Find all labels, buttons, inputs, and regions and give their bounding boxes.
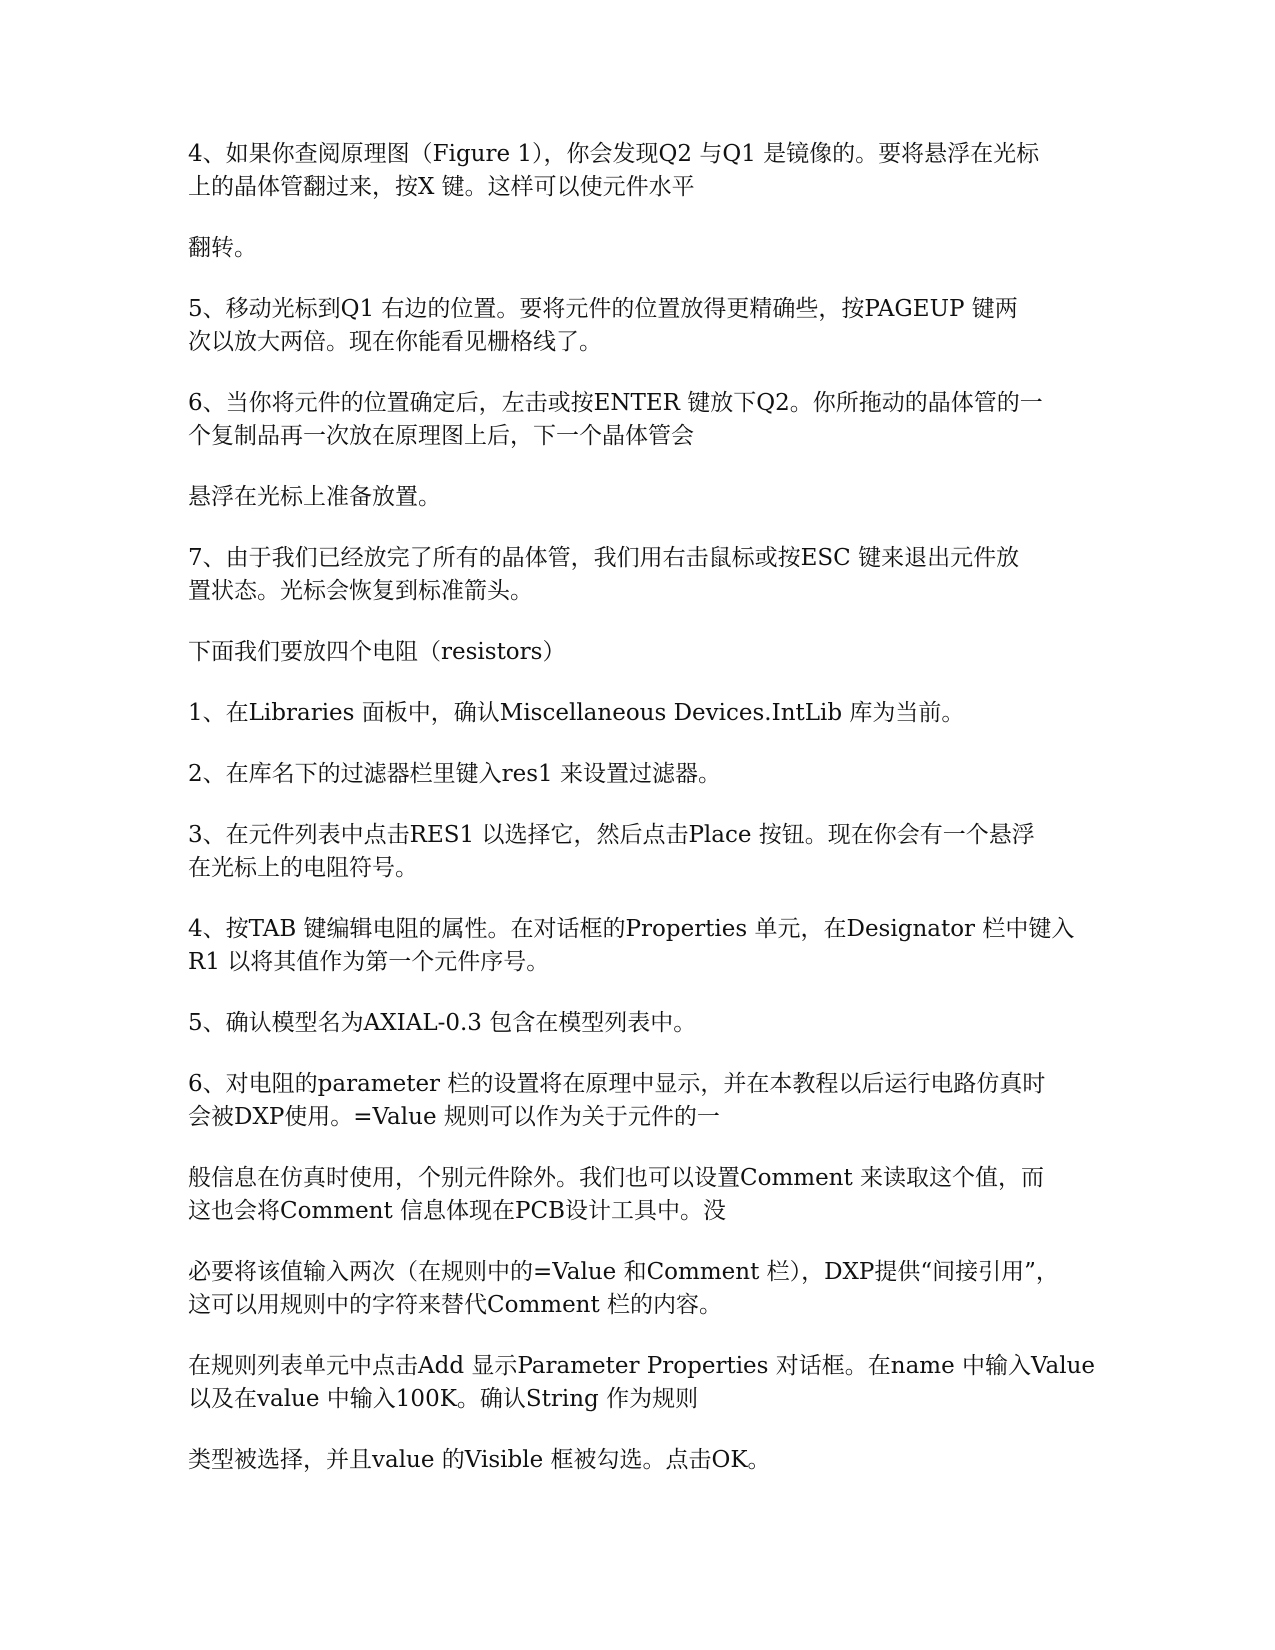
text-line: 般信息在仿真时使用，个别元件除外。我们也可以设置Comment 来读取这个值，而 [188, 1165, 1045, 1191]
paragraph-float-continued [188, 481, 1093, 514]
text-line: 以及在value 中输入100K。确认String 作为规则 [188, 1386, 699, 1412]
text-line: 2、在库名下的过滤器栏里键入res1 来设置过滤器。 [188, 761, 721, 787]
paragraph-resistor-step-2 [188, 758, 1093, 791]
text-line: 会被DXP使用。=Value 规则可以作为关于元件的一 [188, 1104, 720, 1130]
text-line: 这也会将Comment 信息体现在PCB设计工具中。没 [188, 1198, 727, 1224]
paragraph-step-5-move [188, 293, 1093, 359]
text-line: 在规则列表单元中点击Add 显示Parameter Properties 对话框。在name 中输入Value [188, 1353, 1096, 1379]
text-line: 这可以用规则中的字符来替代Comment 栏的内容。 [188, 1292, 723, 1318]
document-body [188, 138, 1096, 1505]
paragraph-comment-info [188, 1162, 1093, 1228]
text-line: 类型被选择，并且value 的Visible 框被勾选。点击OK。 [188, 1447, 771, 1473]
text-line: 次以放大两倍。现在你能看见栅格线了。 [188, 329, 602, 355]
paragraph-parameter-properties [188, 1350, 1096, 1416]
paragraph-resistor-step-4 [188, 913, 1093, 979]
paragraph-flip-continued [188, 232, 1093, 265]
paragraph-step-6-place [188, 387, 1093, 453]
text-line: 在光标上的电阻符号。 [188, 855, 418, 881]
text-line: 必要将该值输入两次（在规则中的=Value 和Comment 栏），DXP提供“间接引用”， [188, 1259, 1059, 1285]
paragraph-click-ok [188, 1444, 1093, 1477]
paragraph-step-7-exit [188, 542, 1093, 608]
text-line: 6、当你将元件的位置确定后，左击或按ENTER 键放下Q2。你所拖动的晶体管的一 [188, 390, 1043, 416]
text-line: 1、在Libraries 面板中，确认Miscellaneous Devices.IntLib 库为当前。 [188, 700, 965, 726]
text-line: 上的晶体管翻过来，按X 键。这样可以使元件水平 [188, 174, 695, 200]
text-line: 4、如果你查阅原理图（Figure 1），你会发现Q2 与Q1 是镜像的。要将悬浮在光标 [188, 141, 1040, 167]
text-line: 5、移动光标到Q1 右边的位置。要将元件的位置放得更精确些，按PAGEUP 键两 [188, 296, 1018, 322]
paragraph-step-4-mirror [188, 138, 1093, 204]
text-line: 悬浮在光标上准备放置。 [188, 484, 441, 510]
paragraph-resistor-step-6 [188, 1068, 1093, 1134]
text-line: 下面我们要放四个电阻（resistors） [188, 639, 566, 665]
text-line: 3、在元件列表中点击RES1 以选择它，然后点击Place 按钮。现在你会有一个悬浮 [188, 822, 1035, 848]
text-line: 4、按TAB 键编辑电阻的属性。在对话框的Properties 单元，在Designator 栏中键入 [188, 916, 1075, 942]
paragraph-resistor-step-5 [188, 1007, 1093, 1040]
text-line: 翻转。 [188, 235, 257, 261]
paragraph-indirect-reference [188, 1256, 1093, 1322]
text-line: 5、确认模型名为AXIAL-0.3 包含在模型列表中。 [188, 1010, 697, 1036]
text-line: 6、对电阻的parameter 栏的设置将在原理中显示，并在本教程以后运行电路仿真时 [188, 1071, 1046, 1097]
paragraph-resistor-step-1 [188, 697, 1093, 730]
text-line: 7、由于我们已经放完了所有的晶体管，我们用右击鼠标或按ESC 键来退出元件放 [188, 545, 1020, 571]
text-line: R1 以将其值作为第一个元件序号。 [188, 949, 550, 975]
paragraph-resistor-step-3 [188, 819, 1093, 885]
text-line: 置状态。光标会恢复到标准箭头。 [188, 578, 533, 604]
section-heading-resistors [188, 636, 1093, 669]
text-line: 个复制品再一次放在原理图上后，下一个晶体管会 [188, 423, 694, 449]
